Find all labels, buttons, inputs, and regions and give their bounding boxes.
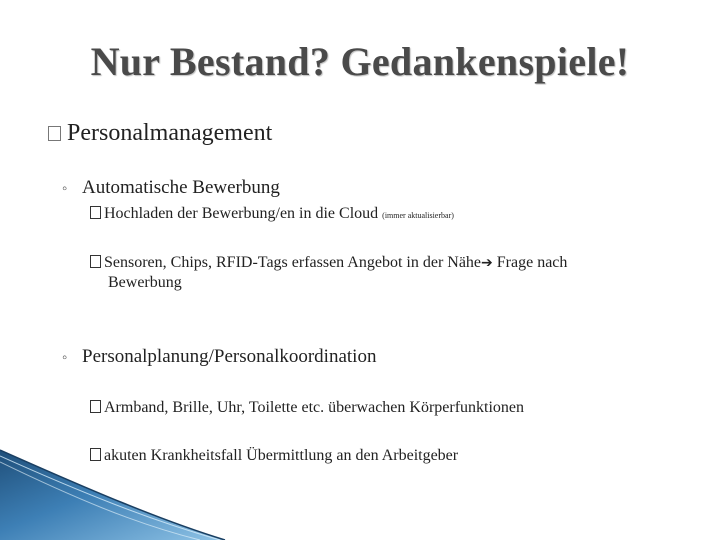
- bullet-note: (immer aktualisierbar): [382, 211, 454, 220]
- ring-icon: ◦: [62, 350, 68, 366]
- bullet-text: Hochladen der Bewerbung/en in die Cloud: [104, 205, 379, 222]
- decorative-wave: [0, 440, 720, 540]
- bullet-text-a: Sensoren, Chips, RFID-Tags erfassen Angebot in der Nähe: [104, 254, 482, 271]
- bullet-text: akuten Krankheitsfall Übermittlung an den Arbeitgeber: [104, 447, 459, 464]
- missing-glyph-box-icon: [90, 206, 101, 219]
- wave-shape: [0, 450, 225, 540]
- subheading-label: Personalplanung/Personalkoordination: [82, 346, 377, 367]
- bullet-sensoren: [90, 253, 680, 292]
- bullet-text: Armband, Brille, Uhr, Toilette etc. überwachen Körperfunktionen: [104, 399, 525, 416]
- bullet-hochladen: [90, 204, 680, 225]
- bullet-text-b: Frage nach: [496, 254, 568, 271]
- subheading-personalplanung: [62, 346, 376, 368]
- bullet-personalmanagement: [48, 120, 272, 147]
- bullet-armband: [90, 398, 680, 417]
- bullet-label: Personalmanagement: [67, 120, 273, 146]
- subheading-automatische-bewerbung: [62, 177, 280, 199]
- right-arrow-icon: ➔: [481, 255, 493, 271]
- subheading-label: Automatische Bewerbung: [82, 177, 280, 198]
- missing-glyph-box-icon: [90, 255, 101, 268]
- square-box-icon: [48, 126, 61, 141]
- ring-icon: ◦: [62, 181, 68, 197]
- bullet-text-c: Bewerbung: [108, 274, 182, 291]
- missing-glyph-box-icon: [90, 400, 101, 413]
- slide-title: Nur Bestand? Gedankenspiele!: [90, 39, 630, 84]
